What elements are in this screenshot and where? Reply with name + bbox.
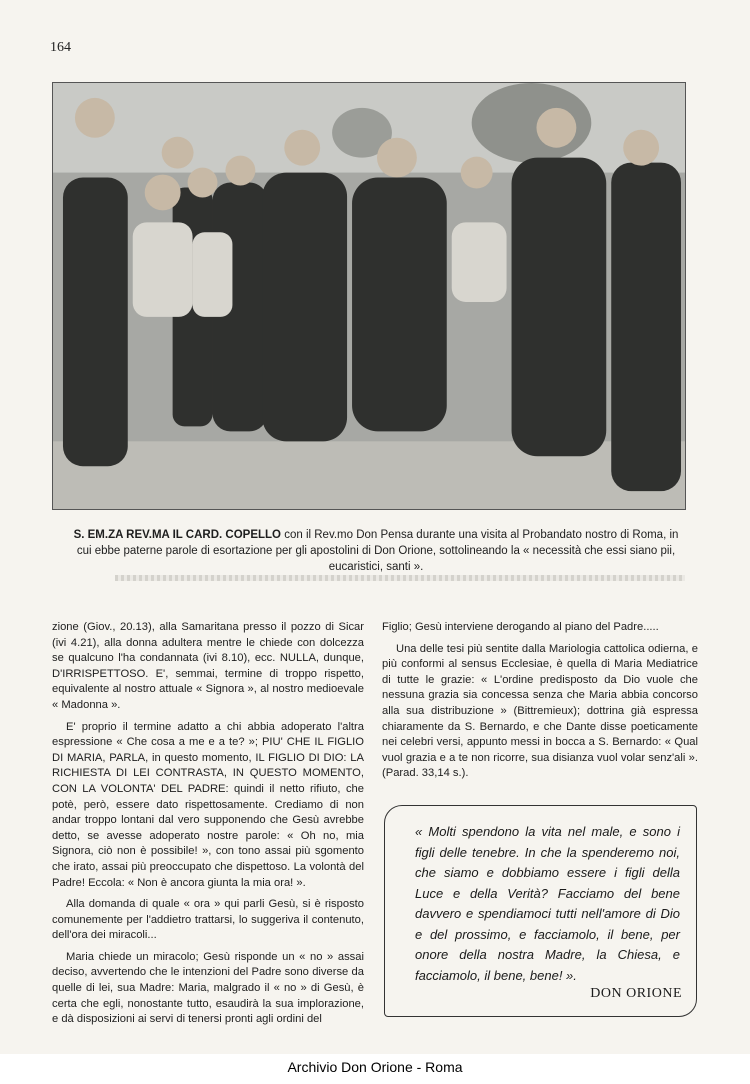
photo-caption <box>66 527 686 575</box>
quote-box <box>384 805 697 1017</box>
left-paragraph-4: Maria chiede un miracolo; Gesù risponde un « no » assai deciso, avvertendo che le intenzioni del Padre sono diverse da quelle di lei, sua Madre: Maria, malgrado il « no » di Gesù, è certa che egli, nonostante tutto, esaudirà la sua implorazione, e dà disposizioni ai servi di tenersi pronti agli ordini del <box>52 950 364 1026</box>
caption-bold: S. EM.ZA REV.MA IL CARD. COPELLO <box>73 529 282 541</box>
right-column <box>382 620 698 788</box>
left-paragraph-2: E' proprio il termine adatto a chi abbia adoperato l'altra espressione « Che cosa a me e a te? »; PIU' CHE IL FIGLIO DI MARIA, PARLA, in questo momento, IL FIGLIO DI DIO: LA RICHIESTA DI LEI CONTRASTA, IN QUESTO MOMENTO, CON LA VOLONTA' DEL PADRE: quindi il netto rifiuto, che potè, però, essere dato rispettosamente. Crediamo di non andar troppo lontani dal vero supponendo che Gesù avrebbe detto, se avesse adoperato nostre parole: « Oh no, mia Signora, ciò non è possibile! », con tono assai più sgomento che irato, assai più preoccupato che dispettoso. La volontà del Padre! Eccola: « Non è ancora giunta la mia ora! ». <box>52 720 364 889</box>
caption-text: con il Rev.mo Don Pensa durante una visita al Probandato nostro di Roma, in cui ebbe paterne parole di esortazione per gli apostolini di Don Orione, sottolineando la « necessità che essi siano pii, eucaristici, santi ». <box>76 529 679 573</box>
quote-text: « Molti spendono la vita nel male, e sono i figli delle tenebre. In che la spenderemo noi, che siamo e dobbiamo essere i figli della Luce e della Verità? Facciamo del bene davvero e spendiamoci tutti nell'amore di Dio e del prossimo, e facciamolo, il bene, per onore della nostra Madre, la Chiesa, e facciamolo, il bene, bene! ». <box>415 824 680 983</box>
left-column <box>52 620 364 1034</box>
left-paragraph-1: zione (Giov., 20.13), alla Samaritana presso il pozzo di Sicar (ivi 4.21), alla donna adultera mentre le chiede con dolcezza se qualcuno l'ha condannata (ivi 8.10), ecc. NULLA, dunque, D'IRRISPETTOSO. E', semmai, termine di troppo rispetto, equivalente al nostro attuale « Signora », al nostro medioevale « Madonna ». <box>52 621 364 711</box>
right-paragraph-1: Figlio; Gesù interviene derogando al piano del Padre..... <box>382 621 659 633</box>
right-paragraph-2: Una delle tesi più sentite dalla Mariologia cattolica odierna, e più conformi al sensus Ecclesiae, è quella di Maria Mediatrice di tutte le grazie: « L'ordine predisposto da Dio vuole che nessuna grazia sia concessa senza che Maria abbia concorso alla sua distribuzione » (Bittremieux); dottrina già espressa chiaramente da S. Bernardo, e che Dante disse poeticamente nei celebri versi, appunto messi in bocca a S. Bernardo: « Qual vuol grazia e a te non ricorre, sua disianza vuol volar senz'ali ». (Parad. 33,14 s.). <box>382 642 698 780</box>
left-paragraph-3: Alla domanda di quale « ora » qui parli Gesù, si è risposto comunemente per l'addietro trattarsi, lo suggeriva il contenuto, dell'ora dei miracoli... <box>52 898 364 942</box>
archive-footer: Archivio Don Orione - Roma <box>0 1054 750 1084</box>
caption-divider <box>115 575 685 581</box>
group-photo <box>52 82 686 510</box>
group-photo-icon <box>53 83 685 509</box>
page-number: 164 <box>50 40 71 55</box>
quote-author: DON ORIONE <box>590 986 682 1001</box>
